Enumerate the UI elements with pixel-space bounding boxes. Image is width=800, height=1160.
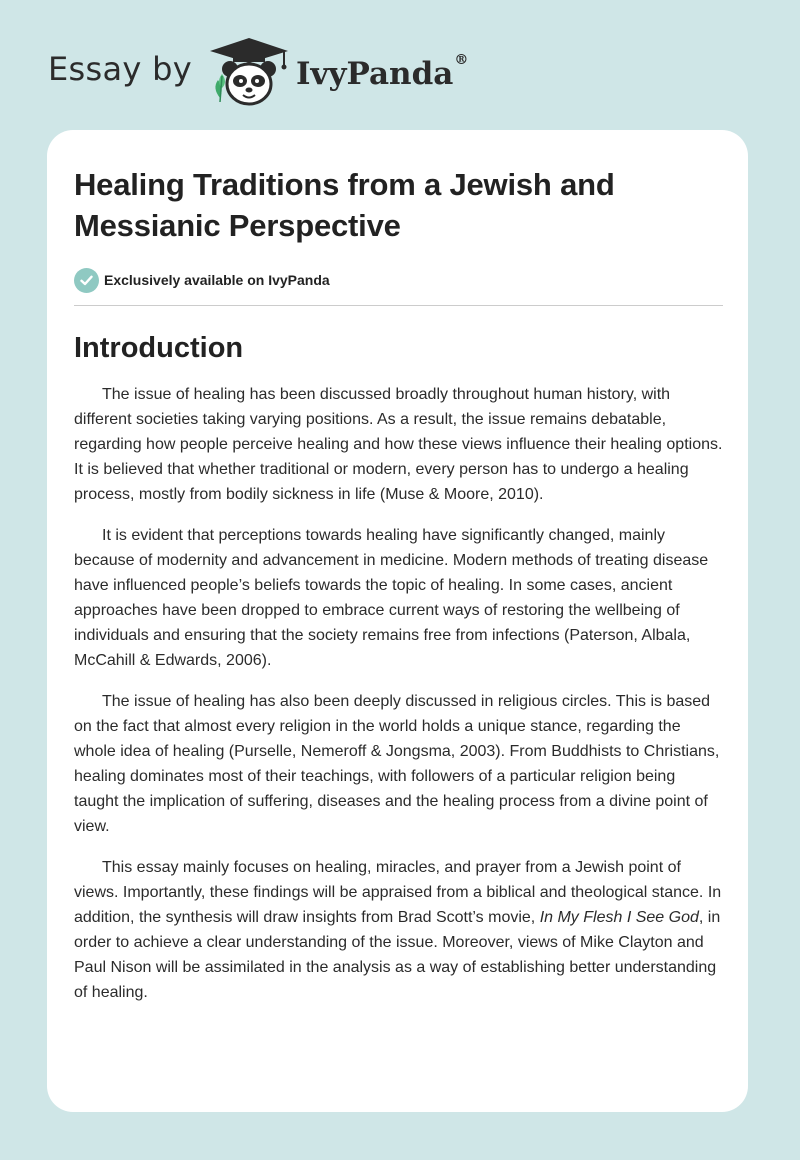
paragraph: It is evident that perceptions towards healing have significantly changed, mainly because of modernity and advancement in medicine. Modern methods of treating disease have influenced people’s beliefs towards the topic of healing. In some cases, ancient approaches have been dropped to embrace current ways of restoring the wellbeing of individuals and ensuring that the society remains free from infections (Paterson, Albala, McCahill & Edwards, 2006). — [74, 527, 709, 669]
panda-graduate-icon — [206, 36, 292, 108]
divider — [74, 305, 723, 306]
exclusive-label: Exclusively available on IvyPanda — [104, 272, 330, 288]
check-circle-icon — [74, 268, 99, 293]
essay-card — [47, 130, 748, 1112]
paragraph-text: This essay mainly focuses on healing, miracles, and prayer from a Jewish point of views. Importantly, these findings will be appraised from a biblical and theological stance. In addition, the synthesis will draw insights from Brad Scott’s movie, — [74, 859, 722, 926]
paragraph: The issue of healing has also been deeply discussed in religious circles. This is based on the fact that almost every religion in the world holds a unique stance, regarding the whole idea of healing (Purselle, Nemeroff & Jongsma, 2003). From Buddhists to Christians, healing dominates most of their teachings, with followers of a particular religion being taught the implication of suffering, diseases and the healing process from a divine point of view. — [74, 693, 720, 835]
exclusive-badge — [74, 267, 724, 293]
essay-title: Healing Traditions from a Jewish and Messianic Perspective — [74, 167, 615, 243]
movie-title: In My Flesh I See God — [539, 909, 699, 926]
paragraph: The issue of healing has been discussed broadly throughout human history, with different societies taking varying positions. As a result, the issue remains debatable, regarding how people perceive healing and how these views influence their healing options. It is believed that whether traditional or modern, every person has to undergo a healing process, mostly from bodily sickness in life (Muse & Moore, 2010). — [74, 386, 723, 503]
ivypanda-logo[interactable] — [206, 36, 468, 108]
brand-name: IvyPanda® — [295, 52, 469, 92]
paragraph — [74, 855, 724, 1005]
paragraph-text: , in order to achieve a clear understanding of the issue. Moreover, views of Mike Clayton and Paul Nison will be assimilated in the analysis as a way of establishing better understanding of healing. — [74, 909, 721, 1001]
essay-content — [74, 130, 724, 1005]
registered-mark: ® — [454, 52, 469, 68]
section-heading-introduction: Introduction — [74, 332, 244, 364]
site-header — [48, 36, 468, 108]
essay-by-label: Essay by — [48, 50, 192, 88]
